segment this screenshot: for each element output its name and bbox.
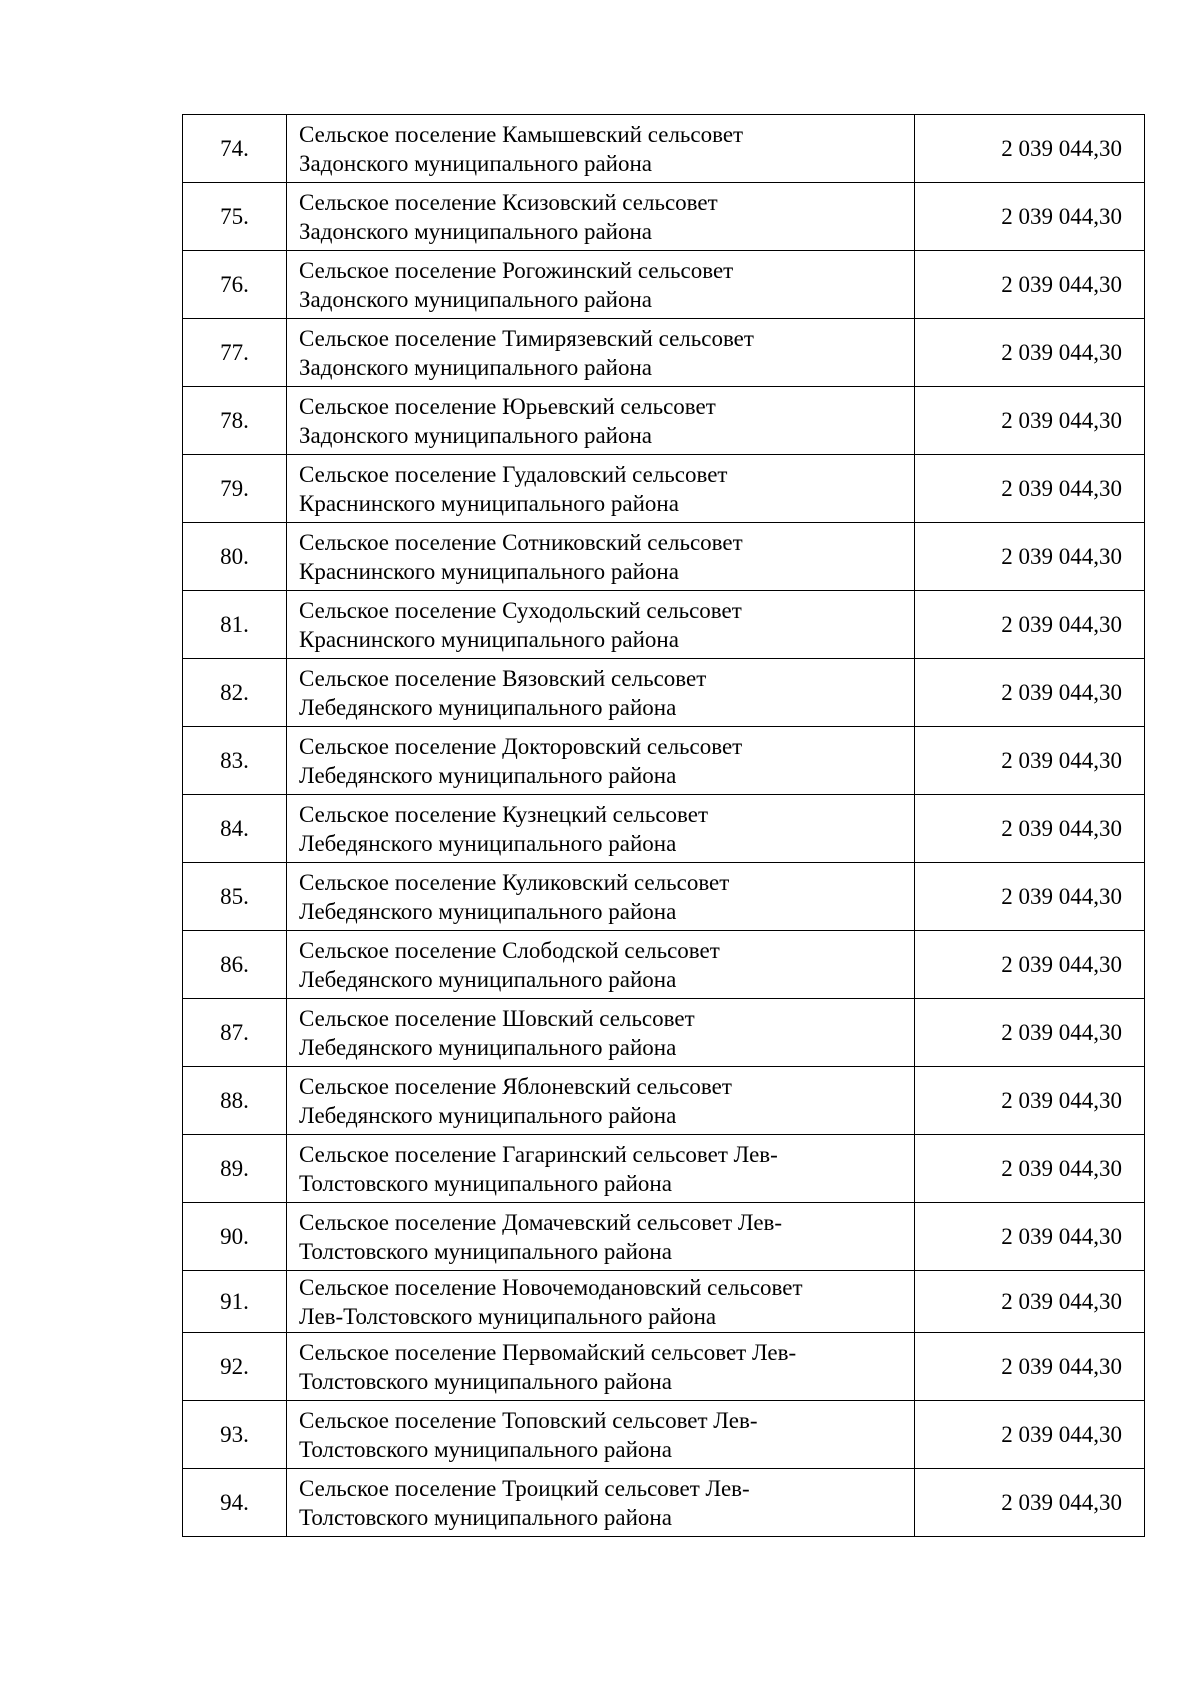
settlement-name-line2: Лебедянского муниципального района <box>299 694 677 720</box>
settlement-name-line2: Лебедянского муниципального района <box>299 762 677 788</box>
row-number: 94. <box>183 1469 287 1537</box>
settlement-name-cell <box>287 1271 915 1333</box>
settlement-name-line2: Толстовского муниципального района <box>299 1436 672 1462</box>
table-row <box>183 387 1145 455</box>
settlement-name-cell <box>287 1067 915 1135</box>
settlement-name-cell <box>287 1333 915 1401</box>
amount-cell: 2 039 044,30 <box>915 1203 1145 1271</box>
settlement-name-line2: Задонского муниципального района <box>299 150 652 176</box>
amount-cell: 2 039 044,30 <box>915 455 1145 523</box>
settlement-name-line1: Сельское поселение Рогожинский сельсовет <box>299 257 734 283</box>
table-row <box>183 1333 1145 1401</box>
settlement-name-cell <box>287 795 915 863</box>
settlement-name-cell <box>287 1135 915 1203</box>
table-row <box>183 1135 1145 1203</box>
settlement-name-cell <box>287 999 915 1067</box>
allocation-table-body <box>183 115 1145 1537</box>
settlement-name-line2: Толстовского муниципального района <box>299 1170 672 1196</box>
amount-cell: 2 039 044,30 <box>915 1333 1145 1401</box>
settlement-name-line1: Сельское поселение Докторовский сельсовет <box>299 733 743 759</box>
settlement-name-cell <box>287 523 915 591</box>
amount-cell: 2 039 044,30 <box>915 795 1145 863</box>
settlement-name-cell <box>287 115 915 183</box>
row-number: 74. <box>183 115 287 183</box>
settlement-name-line1: Сельское поселение Ксизовский сельсовет <box>299 189 718 215</box>
settlement-name-line1: Сельское поселение Яблоневский сельсовет <box>299 1073 732 1099</box>
settlement-name-line2: Лебедянского муниципального района <box>299 966 677 992</box>
settlement-name-line2: Лев-Толстовского муниципального района <box>299 1303 717 1329</box>
table-row <box>183 931 1145 999</box>
row-number: 77. <box>183 319 287 387</box>
settlement-name-line2: Задонского муниципального района <box>299 422 652 448</box>
settlement-name-line1: Сельское поселение Тимирязевский сельсовет <box>299 325 754 351</box>
row-number: 76. <box>183 251 287 319</box>
table-row <box>183 523 1145 591</box>
settlement-name-cell <box>287 591 915 659</box>
settlement-name-line1: Сельское поселение Гудаловский сельсовет <box>299 461 728 487</box>
amount-cell: 2 039 044,30 <box>915 727 1145 795</box>
settlement-name-line1: Сельское поселение Вязовский сельсовет <box>299 665 707 691</box>
settlement-name-line1: Сельское поселение Кузнецкий сельсовет <box>299 801 709 827</box>
settlement-name-cell <box>287 183 915 251</box>
row-number: 91. <box>183 1271 287 1333</box>
allocation-table <box>182 114 1145 1537</box>
settlement-name-line1: Сельское поселение Суходольский сельсовет <box>299 597 742 623</box>
settlement-name-line1: Сельское поселение Топовский сельсовет Лев- <box>299 1407 758 1433</box>
table-row <box>183 1271 1145 1333</box>
table-row <box>183 659 1145 727</box>
settlement-name-cell <box>287 659 915 727</box>
row-number: 93. <box>183 1401 287 1469</box>
amount-cell: 2 039 044,30 <box>915 115 1145 183</box>
table-row <box>183 1203 1145 1271</box>
settlement-name-line2: Толстовского муниципального района <box>299 1368 672 1394</box>
row-number: 92. <box>183 1333 287 1401</box>
settlement-name-line1: Сельское поселение Куликовский сельсовет <box>299 869 730 895</box>
settlement-name-cell <box>287 1203 915 1271</box>
settlement-name-cell <box>287 455 915 523</box>
settlement-name-line2: Лебедянского муниципального района <box>299 1034 677 1060</box>
settlement-name-line2: Задонского муниципального района <box>299 218 652 244</box>
settlement-name-line1: Сельское поселение Камышевский сельсовет <box>299 121 744 147</box>
row-number: 90. <box>183 1203 287 1271</box>
amount-cell: 2 039 044,30 <box>915 591 1145 659</box>
settlement-name-cell <box>287 319 915 387</box>
settlement-name-line1: Сельское поселение Сотниковский сельсовет <box>299 529 743 555</box>
settlement-name-line2: Толстовского муниципального района <box>299 1504 672 1530</box>
amount-cell: 2 039 044,30 <box>915 1401 1145 1469</box>
settlement-name-cell <box>287 251 915 319</box>
settlement-name-line1: Сельское поселение Шовский сельсовет <box>299 1005 695 1031</box>
settlement-name-line1: Сельское поселение Новочемодановский сельсовет <box>299 1274 803 1300</box>
amount-cell: 2 039 044,30 <box>915 931 1145 999</box>
settlement-name-line1: Сельское поселение Домачевский сельсовет Лев- <box>299 1209 783 1235</box>
table-row <box>183 1067 1145 1135</box>
table-row <box>183 455 1145 523</box>
amount-cell: 2 039 044,30 <box>915 863 1145 931</box>
amount-cell: 2 039 044,30 <box>915 1469 1145 1537</box>
table-row <box>183 319 1145 387</box>
settlement-name-cell <box>287 1469 915 1537</box>
table-row <box>183 251 1145 319</box>
amount-cell: 2 039 044,30 <box>915 523 1145 591</box>
row-number: 89. <box>183 1135 287 1203</box>
settlement-name-line2: Лебедянского муниципального района <box>299 1102 677 1128</box>
settlement-name-line2: Толстовского муниципального района <box>299 1238 672 1264</box>
settlement-name-line2: Задонского муниципального района <box>299 354 652 380</box>
settlement-name-line2: Краснинского муниципального района <box>299 490 679 516</box>
row-number: 88. <box>183 1067 287 1135</box>
amount-cell: 2 039 044,30 <box>915 1067 1145 1135</box>
settlement-name-line2: Лебедянского муниципального района <box>299 830 677 856</box>
settlement-name-cell <box>287 727 915 795</box>
settlement-name-line2: Краснинского муниципального района <box>299 626 679 652</box>
row-number: 83. <box>183 727 287 795</box>
table-row <box>183 863 1145 931</box>
settlement-name-line1: Сельское поселение Первомайский сельсовет Лев- <box>299 1339 797 1365</box>
row-number: 80. <box>183 523 287 591</box>
row-number: 84. <box>183 795 287 863</box>
settlement-name-line2: Краснинского муниципального района <box>299 558 679 584</box>
amount-cell: 2 039 044,30 <box>915 999 1145 1067</box>
row-number: 86. <box>183 931 287 999</box>
amount-cell: 2 039 044,30 <box>915 387 1145 455</box>
settlement-name-cell <box>287 1401 915 1469</box>
amount-cell: 2 039 044,30 <box>915 1271 1145 1333</box>
table-row <box>183 1469 1145 1537</box>
amount-cell: 2 039 044,30 <box>915 659 1145 727</box>
settlement-name-line2: Лебедянского муниципального района <box>299 898 677 924</box>
table-row <box>183 795 1145 863</box>
settlement-name-line1: Сельское поселение Троицкий сельсовет Лев- <box>299 1475 750 1501</box>
row-number: 85. <box>183 863 287 931</box>
amount-cell: 2 039 044,30 <box>915 1135 1145 1203</box>
row-number: 78. <box>183 387 287 455</box>
amount-cell: 2 039 044,30 <box>915 183 1145 251</box>
settlement-name-cell <box>287 931 915 999</box>
row-number: 79. <box>183 455 287 523</box>
row-number: 87. <box>183 999 287 1067</box>
settlement-name-cell <box>287 863 915 931</box>
row-number: 82. <box>183 659 287 727</box>
table-row <box>183 591 1145 659</box>
table-row <box>183 999 1145 1067</box>
settlement-name-line1: Сельское поселение Гагаринский сельсовет Лев- <box>299 1141 778 1167</box>
table-row <box>183 183 1145 251</box>
row-number: 81. <box>183 591 287 659</box>
settlement-name-line1: Сельское поселение Слободской сельсовет <box>299 937 720 963</box>
table-row <box>183 727 1145 795</box>
settlement-name-cell <box>287 387 915 455</box>
settlement-name-line1: Сельское поселение Юрьевский сельсовет <box>299 393 716 419</box>
table-row <box>183 1401 1145 1469</box>
settlement-name-line2: Задонского муниципального района <box>299 286 652 312</box>
amount-cell: 2 039 044,30 <box>915 251 1145 319</box>
row-number: 75. <box>183 183 287 251</box>
amount-cell: 2 039 044,30 <box>915 319 1145 387</box>
table-row <box>183 115 1145 183</box>
